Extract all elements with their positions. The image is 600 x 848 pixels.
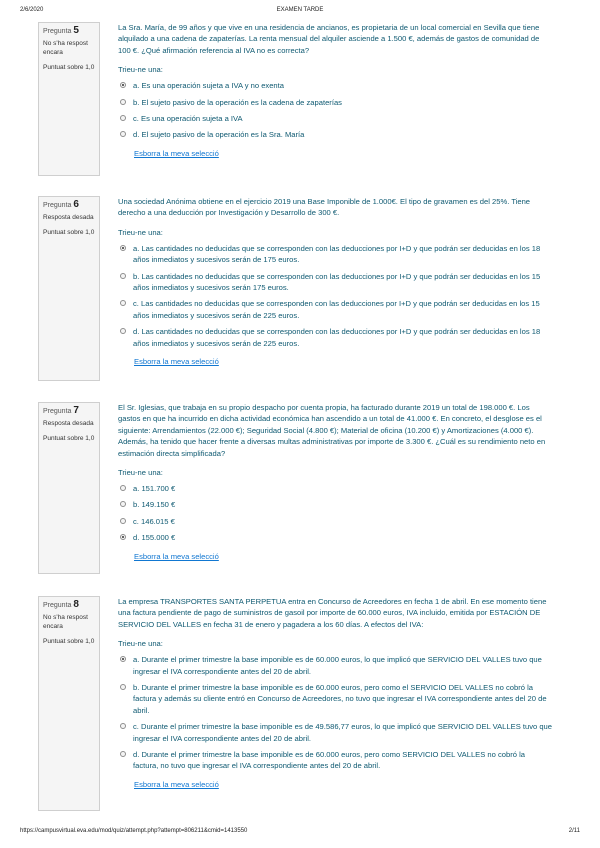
question-state: No s'ha respost encara [43,40,88,56]
answer-option[interactable] [118,326,552,349]
print-title: EXAMEN TARDE [276,7,324,13]
option-label: c. Es una operación sujeta a IVA [133,114,243,124]
question-5 [38,22,552,176]
radio-icon[interactable] [120,300,126,306]
answer-option[interactable] [118,499,552,510]
answer-option[interactable] [118,129,552,140]
answer-prompt: Trieu-ne una: [118,468,163,478]
question-text: La empresa TRANSPORTES SANTA PERPETUA entra en Concurso de Acreedores en fecha 1 de abril. En ese momento tiene una factura pendiente de pago de suministros de gasoil por importe de 60.000 euros, IVA incluido, emitida por ESTACIÓN DE SERVICIO DEL VALLES en fecha 31 de enero y pagadera a los 60 días. A efectos del IVA: [118,597,547,629]
question-state: Resposta desada [43,420,94,427]
question-number: Pregunta 6 [43,199,79,210]
question-number: Pregunta 5 [43,25,79,36]
print-url: https://campusvirtual.eva.edu/mod/quiz/attempt.php?attempt=806211&cmid=1413550 [20,828,248,834]
question-info [38,596,100,811]
answer-prompt: Trieu-ne una: [118,639,163,649]
clear-selection-link[interactable]: Esborra la meva selecció [134,148,219,158]
answer-option[interactable] [118,682,552,716]
clear-selection-link[interactable]: Esborra la meva selecció [134,357,219,367]
radio-icon[interactable] [120,518,126,524]
option-label: b. El sujeto pasivo de la operación es la cadena de zapaterías [133,97,342,107]
page-number: 2/11 [568,828,580,834]
question-6 [38,196,552,381]
radio-icon[interactable] [120,328,126,334]
question-info [38,196,100,381]
question-content [118,196,552,367]
option-label: a. 151.700 € [133,484,176,494]
question-info [38,402,100,574]
print-header [20,7,580,17]
question-state: Resposta desada [43,214,94,221]
option-label: a. Las cantidades no deducidas que se corresponden con las deducciones por I+D y que podrán ser deducidas en los 18 años inmediatos y sucesivos serán de 175 euros. [133,243,541,265]
question-number: Pregunta 7 [43,405,79,416]
radio-icon[interactable] [120,501,126,507]
question-state: No s'ha respost encara [43,614,88,630]
clear-selection-link[interactable]: Esborra la meva selecció [134,779,219,789]
radio-icon[interactable] [120,684,126,690]
answer-option[interactable] [118,749,552,772]
answer-option[interactable] [118,483,552,494]
option-label: c. Las cantidades no deducidas que se corresponden con las deducciones por I+D y que podrán ser deducidas en los 15 años inmediatos y sucesivos serán de 225 euros. [133,299,540,320]
option-label: b. Las cantidades no deducidas que se corresponden con las deducciones por I+D y que podrán ser deducidas en los 15 años inmediatos y sucesivos serán 175 euros. [133,271,541,293]
question-text: La Sra. María, de 99 años y que vive en una residencia de ancianos, es propietaria de un local comercial en Sevilla que tiene alquilado a una cadena de zapaterías. La renta mensual del alquiler asciende a 1.500 €, además de gastos de comunidad de 100 €. ¿Qué afirmación referencia al IVA no es correcta? [118,23,540,55]
question-7 [38,402,552,574]
clear-selection-link[interactable]: Esborra la meva selecció [134,551,219,561]
question-text: El Sr. Iglesias, que trabaja en su propio despacho por cuenta propia, ha facturado durante 2019 un total de 198.000 €. Los gastos en que ha incurrido en dicha actividad económica han ascendido a un total de 41.000 €. En concreto, el desglose es el siguiente: Arrendamientos (22.000 €); Seguridad Social (4.800 €); Material de oficina (10.200 €) y Amortizaciones (4.000 €). Además, ha tenido que hacer frente a diversas multas administrativas por importe de 3.300 €. ¿Cuál es su rendimiento neto en estimación directa simplificada? [118,403,546,458]
question-text: Una sociedad Anónima obtiene en el ejercicio 2019 una Base Imponible de 1.000€. El tipo de gravamen es del 25%. Tiene derecho a una deducción por Investigación y Desarrollo de 300 €. [118,197,531,218]
option-label: b. Durante el primer trimestre la base imponible es de 60.000 euros, pero como el SERVICIO DEL VALLES no cobró la factura y además su cliente entró en Concurso de Acreedores, no tuvo que ingresar el IVA correspondiente antes del 20 de abril. [133,683,547,715]
answer-option[interactable] [118,271,552,294]
question-info [38,22,100,176]
option-label: a. Es una operación sujeta a IVA y no exenta [133,81,284,91]
question-marks: Puntuat sobre 1,0 [43,435,95,442]
answer-option[interactable] [118,516,552,527]
answer-option[interactable] [118,80,552,91]
answer-option[interactable] [118,113,552,124]
question-content [118,402,552,562]
answer-option[interactable] [118,654,552,677]
radio-icon[interactable] [120,245,126,251]
print-date: 2/6/2020 [20,7,44,13]
answer-option[interactable] [118,243,552,266]
question-content [118,596,552,790]
radio-icon[interactable] [120,99,126,105]
print-footer [20,828,580,838]
option-label: d. 155.000 € [133,533,176,543]
option-label: c. Durante el primer trimestre la base imponible es de 49.586,77 euros, lo que implicó que SERVICIO DEL VALLES tuvo que ingresar el IVA correspondiente antes del 20 de abril. [133,722,553,743]
option-label: b. 149.150 € [133,500,176,510]
answer-prompt: Trieu-ne una: [118,227,163,237]
answer-prompt: Trieu-ne una: [118,65,163,75]
radio-icon[interactable] [120,131,126,137]
option-label: c. 146.015 € [133,516,175,526]
question-content [118,22,552,159]
question-8 [38,596,552,811]
radio-icon[interactable] [120,534,126,540]
option-label: a. Durante el primer trimestre la base imponible es de 60.000 euros, lo que implicó que SERVICIO DEL VALLES tuvo que ingresar el IVA correspondiente antes del 20 de abril. [133,655,542,676]
radio-icon[interactable] [120,115,126,121]
answer-option[interactable] [118,532,552,543]
option-label: d. Durante el primer trimestre la base imponible es de 60.000 euros, pero como SERVICIO DEL VALLES no cobró la factura, no tuvo que ingresar el IVA correspondiente antes del 20 de abril. [133,750,525,771]
answer-option[interactable] [118,97,552,108]
radio-icon[interactable] [120,273,126,279]
question-marks: Puntuat sobre 1,0 [43,229,95,236]
option-label: d. Las cantidades no deducidas que se corresponden con las deducciones por I+D y que podrán ser deducidas en los 18 años inmediatos y sucesivos serán de 225 euros. [133,327,541,348]
radio-icon[interactable] [120,656,126,662]
question-marks: Puntuat sobre 1,0 [43,64,95,71]
option-label: d. El sujeto pasivo de la operación es la Sra. María [133,130,305,140]
radio-icon[interactable] [120,82,126,88]
radio-icon[interactable] [120,723,126,729]
radio-icon[interactable] [120,485,126,491]
question-marks: Puntuat sobre 1,0 [43,638,95,645]
question-number: Pregunta 8 [43,599,79,610]
answer-option[interactable] [118,298,552,321]
answer-option[interactable] [118,721,552,744]
radio-icon[interactable] [120,751,126,757]
